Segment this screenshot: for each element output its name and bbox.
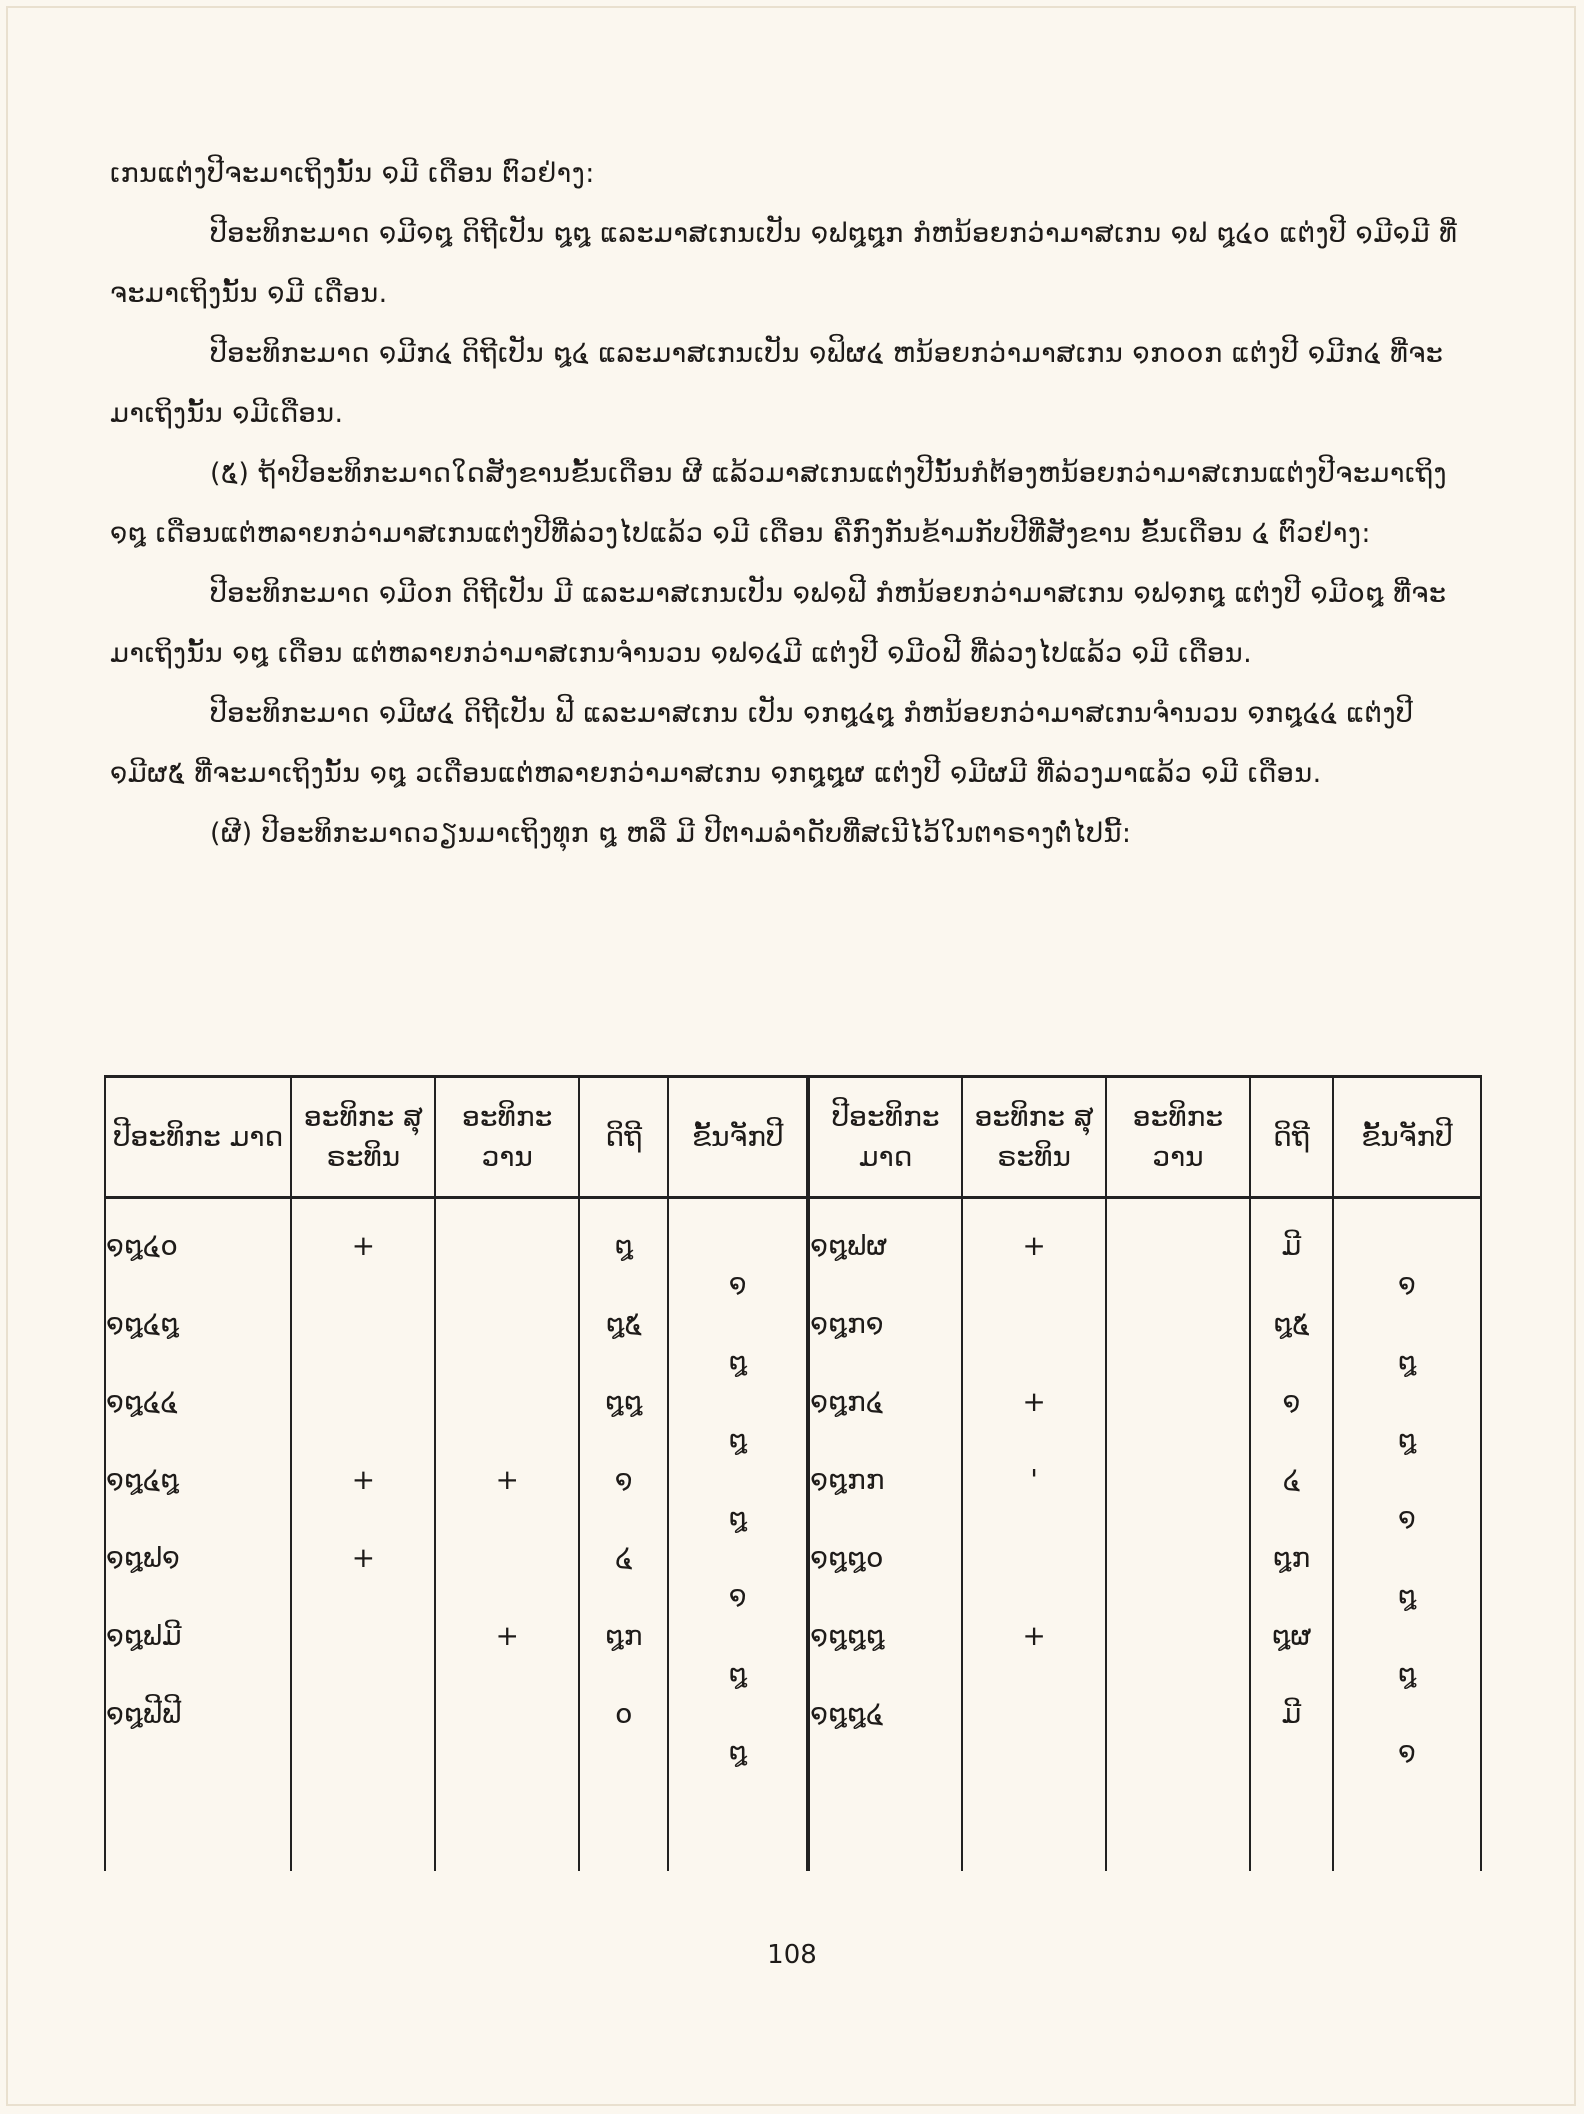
- table-cell: ໘: [728, 1345, 748, 1378]
- col-left-khan: [668, 1198, 808, 1872]
- body-text: [110, 144, 1490, 864]
- table-cell: ໘ຜ: [1271, 1619, 1312, 1652]
- table-cell: ໑໘໘໐: [810, 1541, 884, 1574]
- table-cell: ໑໘ກ໔: [810, 1385, 884, 1418]
- table-cell: ໘໕: [605, 1307, 642, 1340]
- col-left-dithi: [579, 1198, 668, 1872]
- paragraph: ປີອະທິກະມາດ ໑ມີ໑໘ ດິຖີເປັນ ໘໘ ແລະມາສເກນເປັນ ໑ຟ໘໘ກ ກໍຫນ້ອຍກວ່າມາສເກນ ໑ຟ ໘໔໐ ແຕ່ງປີ ໑ມີ໑ມີ ທີ່ຈະມາເຖິງນັ້ນ ໑ມີ ເດືອນ.: [110, 218, 1458, 309]
- col-right-dithi: [1250, 1198, 1333, 1872]
- table-cell: ໘: [1397, 1579, 1417, 1612]
- column-header: ອະທິກະ ສຸຣະທິນ: [962, 1077, 1106, 1198]
- table-cell: ': [1030, 1463, 1038, 1496]
- table-cell: ມີ: [1281, 1697, 1302, 1730]
- table-cell: +: [495, 1619, 519, 1652]
- table-cell: +: [351, 1463, 376, 1496]
- column-header: ຂັ້ນຈັກປີ: [668, 1077, 808, 1198]
- column-header: ອະທິກະ ສຸຣະທິນ: [291, 1077, 435, 1198]
- table-cell: ໔: [615, 1541, 633, 1574]
- table-cell: ໑໘໘໔: [810, 1697, 884, 1730]
- paragraph: ເກນແຕ່ງປີຈະມາເຖິງນັ້ນ ໑ມີ ເດືອນ ຕົວຢ່າງ:: [110, 158, 595, 189]
- table-cell: ໘ກ: [1272, 1541, 1311, 1574]
- table-cell: ໑໘ຟຜ: [810, 1229, 888, 1262]
- table-cell: ໘໕: [1273, 1307, 1310, 1340]
- table-cell: ໘: [614, 1229, 634, 1262]
- column-header: ຂັ້ນຈັກປີ: [1333, 1077, 1481, 1198]
- col-right-suradin: [962, 1198, 1106, 1872]
- col-right-years: [808, 1198, 962, 1872]
- table-cell: ໑: [728, 1579, 747, 1612]
- column-header: ປີອະທິກະ ມາດ: [105, 1077, 291, 1198]
- table-cell: ໑໘໘໘: [810, 1619, 885, 1652]
- column-header: ດິຖີ: [579, 1077, 668, 1198]
- column-header: ອະທິກະ ວານ: [1106, 1077, 1250, 1198]
- table-cell: ໘: [728, 1735, 748, 1768]
- paragraph: ປີອະທິກະມາດ ໑ມີ໐ກ ດິຖີເປັນ ມີ ແລະມາສເກນເປັນ ໑ຟ໑ຟີ ກໍຫນ້ອຍກວ່າມາສເກນ ໑ຟ໑ກ໘ ແຕ່ງປີ ໑ມີ໐໘ ທີ່ຈະມາເຖິງນັ້ນ ໑໘ ເດືອນ ແຕ່ຫລາຍກວ່າມາສເກນຈຳນວນ ໑ຟ໑໔ມີ ແຕ່ງປີ ໑ມີ໐ຟີ ທີ່ລ່ວງໄປແລ້ວ ໑ມີ ເດືອນ.: [110, 578, 1447, 669]
- table-cell: ມີ: [1281, 1229, 1302, 1262]
- column-header: ດິຖີ: [1250, 1077, 1333, 1198]
- table-cell: ໑: [1398, 1501, 1416, 1534]
- table-cell: ໘: [728, 1657, 748, 1690]
- table-cell: ໑: [1282, 1385, 1301, 1418]
- col-left-wan: [435, 1198, 579, 1872]
- table-cell: ໑໘໔໘: [106, 1463, 180, 1496]
- table-cell: ໘໘: [604, 1385, 643, 1418]
- table-cell: +: [495, 1463, 519, 1496]
- table-cell: ໑: [728, 1267, 747, 1300]
- table-cell: ໑໘໔໐: [106, 1229, 179, 1262]
- table-cell: ໘: [1397, 1657, 1417, 1690]
- table-cell: +: [1022, 1385, 1046, 1418]
- table-cell: +: [1022, 1229, 1046, 1262]
- table-cell: ໑໘ກກ: [810, 1463, 885, 1496]
- table-cell: ໑໘໔໔: [106, 1385, 178, 1418]
- paragraph: (ຜີ) ປີອະທິກະມາດວຽນມາເຖິງທຸກ ໘ ຫລື ມີ ປີຕາມລຳດັບທີ່ສເນີໄວ້ໃນຕາຣາງຕໍ່ໄປນີ້:: [210, 818, 1132, 849]
- col-right-wan: [1106, 1198, 1250, 1872]
- leap-year-table: [104, 1075, 1482, 1871]
- table-cell: ໑໘ຟ໑: [106, 1541, 180, 1574]
- table-body-row: [105, 1198, 1481, 1872]
- col-right-khan: [1333, 1198, 1481, 1872]
- col-left-years: [105, 1198, 291, 1872]
- table-cell: ໑: [1398, 1735, 1416, 1768]
- table-cell: ໑໘໔໘: [106, 1307, 180, 1340]
- table-cell: ໘: [728, 1501, 748, 1534]
- table-cell: ໘: [1397, 1423, 1417, 1456]
- column-header: ປີອະທິກະ ມາດ: [808, 1077, 962, 1198]
- table-cell: ໑: [614, 1463, 633, 1496]
- table-cell: +: [351, 1541, 376, 1574]
- table-cell: ໑໘ຟມີ: [106, 1619, 182, 1652]
- table-cell: ໑: [1398, 1267, 1416, 1300]
- table-cell: ໘: [728, 1423, 748, 1456]
- table-cell: ໔: [1282, 1463, 1301, 1496]
- table-cell: ໑໘ກ໑: [810, 1307, 884, 1340]
- paragraph: ປີອະທິກະມາດ ໑ມີກ໔ ດິຖີເປັນ ໘໔ ແລະມາສເກນເປັນ ໑ຟິຜ໔ ຫນ້ອຍກວ່າມາສເກນ ໑ກ໐໐ກ ແຕ່ງປີ ໑ມີກ໔ ທີ່ຈະມາເຖິງນັ້ນ ໑ມີເດືອນ.: [110, 338, 1444, 429]
- col-left-suradin: [291, 1198, 435, 1872]
- table-cell: ໘ກ: [604, 1619, 643, 1652]
- table-cell: ໑໘ຟີຟີ: [106, 1697, 182, 1730]
- paragraph: (໕) ຖ້າປີອະທິກະມາດໃດສັງຂານຂັ້ນເດືອນ ຜີ ແລ້ວມາສເກນແຕ່ງປີນັ້ນກໍຕ້ອງຫນ້ອຍກວ່າມາສເກນແຕ່ງປີຈະມາເຖິງ ໑໘ ເດືອນແຕ່ຫລາຍກວ່າມາສເກນແຕ່ງປີທີ່ລ່ວງໄປແລ້ວ ໑ມີ ເດືອນ ຄືກົງກັນຂ້າມກັບປີທີ່ສັງຂານ ຂັ້ນເດືອນ ໔ ຕົວຢ່າງ:: [110, 458, 1447, 549]
- table-header-row: [105, 1077, 1481, 1198]
- table-cell: ໐: [614, 1697, 633, 1730]
- paragraph: ປີອະທິກະມາດ ໑ມີຜ໔ ດິຖີເປັນ ຟີ ແລະມາສເກນ ເປັນ ໑ກ໘໔໘ ກໍຫນ້ອຍກວ່າມາສເກນຈຳນວນ ໑ກ໘໔໔ ແຕ່ງປີ ໑ມີຜ໕ ທີ່ຈະມາເຖິງນັ້ນ ໑໘ ວເດືອນແຕ່ຫລາຍກວ່າມາສເກນ ໑ກ໘໘ຜ ແຕ່ງປີ ໑ມີຜມີ ທີ່ລ່ວງມາແລ້ວ ໑ມີ ເດືອນ.: [110, 698, 1414, 789]
- table-cell: +: [1022, 1619, 1046, 1652]
- table-cell: ໘: [1397, 1345, 1417, 1378]
- page-number: 108: [767, 1940, 817, 1970]
- column-header: ອະທິກະ ວານ: [435, 1077, 579, 1198]
- table-cell: +: [351, 1229, 376, 1262]
